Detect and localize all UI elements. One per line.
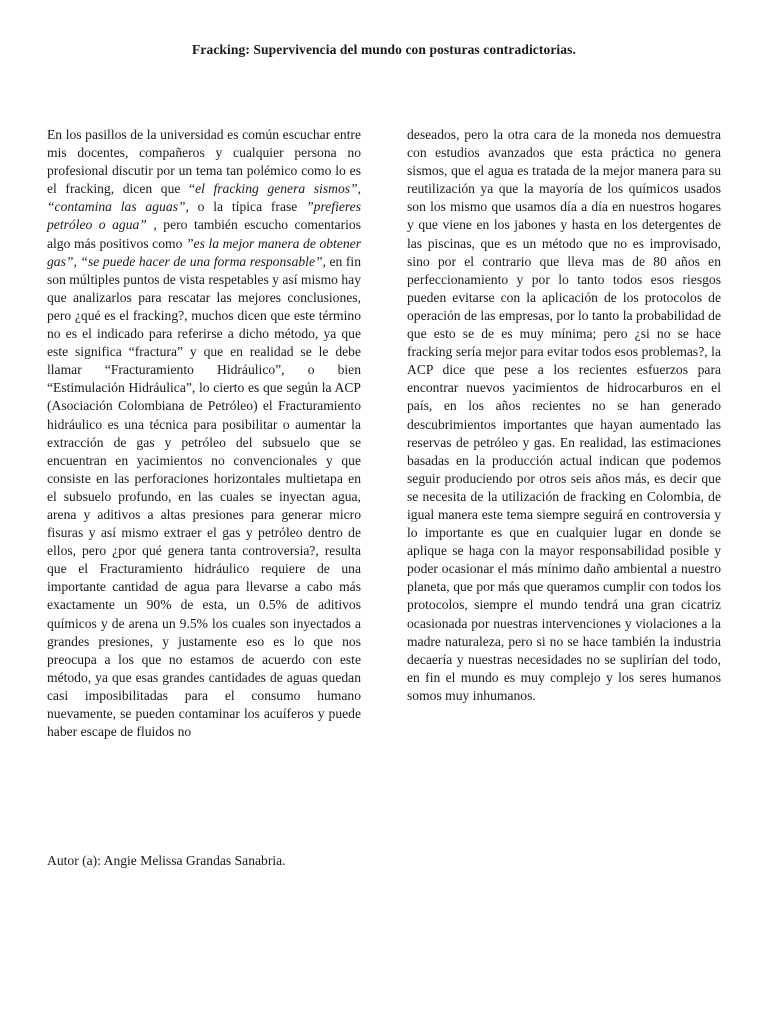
page-title: Fracking: Supervivencia del mundo con posturas contradictorias.	[192, 42, 576, 57]
left-column-paragraph	[47, 126, 361, 741]
quote-text: el fracking genera sismos”, “contamina las aguas”,	[47, 181, 361, 215]
body-text: en fin son múltiples puntos de vista respetables y así mismo hay que analizarlos para rescatar las mejores conclusiones, pero ¿qué es el fracking?, muchos dicen que este término no es el indicado para referirse a dicho método, ya que este significa “fractura” y que en realidad se le debe llamar “Fracturamiento Hidráulico”, o bien “Estimulación Hidráulica”, lo cierto es que según la ACP (Asociación Colombiana de Petróleo) el Fracturamiento hidráulico es una técnica para posibilitar o aumentar la extracción de gas y petróleo del subsuelo que se encuentran en yacimientos no convencionales y que consiste en las perforaciones horizontales multietapa en el subsuelo profundo, en las cuales se inyectan agua, arena y aditivos a altas presiones para generar micro fisuras y así mismo extraer el gas y petróleo dentro de ellos, pero ¿por qué genera tanta controversia?, resulta que el Fracturamiento hidráulico requiere de una importante cantidad de agua para llevarse a cabo más exactamente un 90% de esta, un 0.5% de aditivos químicos y de arena un 9.5% los cuales son inyectados a grandes presiones, y justamente eso es lo que nos preocupa a los que no estamos de acuerdo con este método, ya que esas grandes cantidades de aguas quedan casi imposibilitadas para el consumo humano nuevamente, se pueden contaminar los acuíferos y puede haber escape de fluidos no	[47, 253, 361, 740]
left-column	[47, 126, 361, 741]
quote-text: ”es la mejor manera de obtener gas”, “se puede hacer de una forma responsable”,	[47, 235, 361, 269]
right-column-paragraph: deseados, pero la otra cara de la moneda nos demuestra con estudios avanzados que esta práctica no genera sismos, que el agua es tratada de la mejor manera para su reutilización ya que la mayoría de los químicos usados son los mismo que usamos día a día en nuestros hogares y que viene en los jabones y hasta en los detergentes de las piscinas, que es un método que no es improvisado, sino por el contrario que lleva mas de 80 años en perfeccionamiento y por lo tanto todos esos riesgos pueden evitarse con la aplicación de los protocolos de operación de las empresas, por lo tanto la probabilidad de que esto se de es muy mínima; pero ¿si no se hace fracking sería mejor para evitar todos esos problemas?, la ACP dice que pese a los recientes esfuerzos para encontrar nuevos yacimientos de hidrocarburos en el país, en los años recientes no se han generado descubrimientos importantes que hayan aumentado las reservas de petróleo y gas. En realidad, las estimaciones basadas en la producción actual indican que podemos seguir produciendo por otros seis años más, es decir que se necesita de la utilización de fracking en Colombia, de igual manera este tema siempre seguirá en controversia y lo importante es que en cualquier lugar en donde se aplique se haga con la mayor responsabilidad posible y poder ocasionar el más mínimo daño ambiental a nuestro planeta, que por más que queramos cumplir con todos los protocolos, siempre el mundo tendrá una gran cicatriz ocasionada por nuestras intervenciones y violaciones a la madre naturaleza, pero si no se hace también la industria decaería y nuestras necesidades no se suplirían del todo, en fin el mundo es muy complejo y los seres humanos somos muy inhumanos.	[407, 127, 721, 703]
author-line: Autor (a): Angie Melissa Grandas Sanabria.	[47, 853, 286, 868]
body-text: , pero también escucho comentarios algo más positivos como	[47, 217, 361, 251]
body-text: o la típica frase	[188, 199, 307, 215]
body-text: En los pasillos de la universidad es común escuchar entre mis docentes, compañeros y cualquier persona no profesional discutir por un tema tan polémico como lo es el fracking, dicen que “	[47, 127, 361, 197]
right-column	[407, 126, 721, 705]
quote-text: ”prefieres petróleo o agua”	[47, 199, 361, 233]
